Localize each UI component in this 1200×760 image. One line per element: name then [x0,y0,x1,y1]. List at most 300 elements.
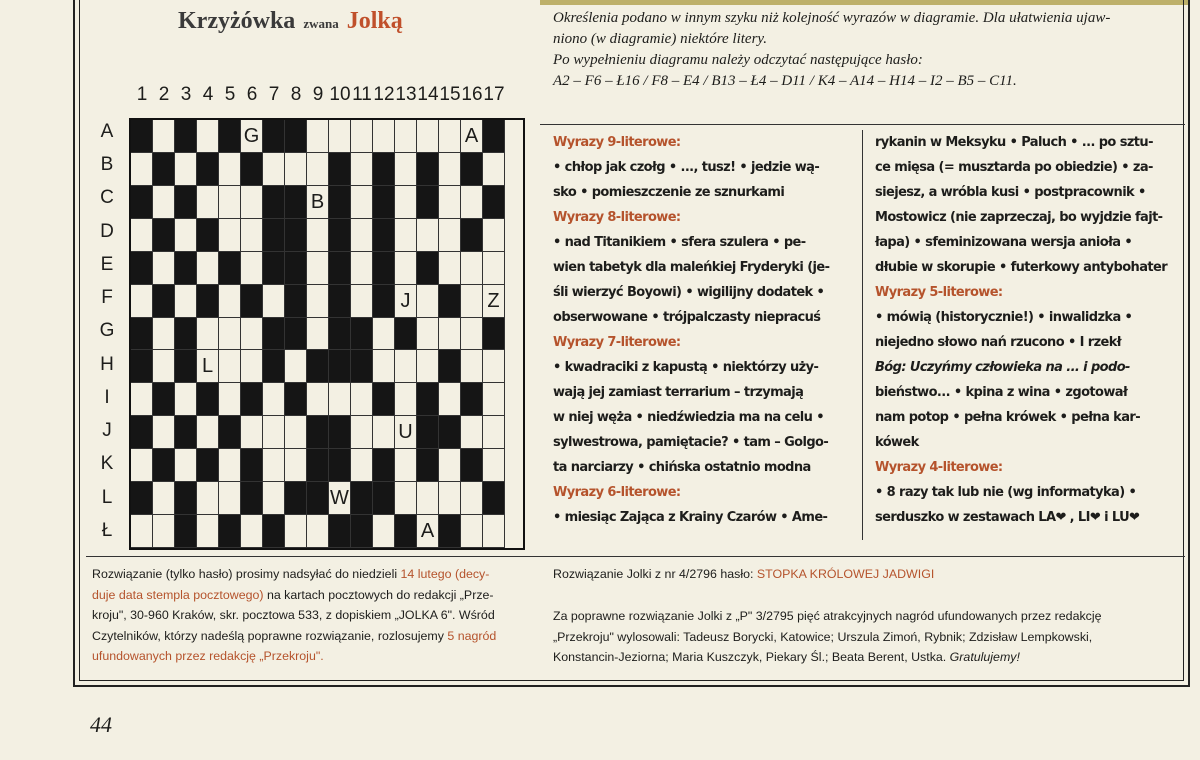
clue-line: • chłop jak czołg • ..., tusz! • jedzie wą- [553,160,820,175]
grid-cell-black [373,482,395,515]
grid-cell-black [263,219,285,252]
title-accent: Jolką [346,8,403,34]
grid-cell[interactable] [461,285,483,318]
grid-cell[interactable] [241,515,263,548]
grid-cell-black [153,153,175,186]
grid-cell-black [197,153,219,186]
winners-list [553,606,1183,668]
grid-cell[interactable] [285,515,307,548]
clue-line: • mówią (historycznie!) • inwalidzka • [875,310,1133,325]
grid-cell-black [285,252,307,285]
grid-cell[interactable]: A [461,120,483,153]
grid-cell[interactable] [153,416,175,449]
grid-cell[interactable] [197,482,219,515]
grid-cell-black [241,153,263,186]
clue-line: sko • pomieszczenie ze sznurkami [553,185,785,200]
grid-cell[interactable] [241,252,263,285]
deadline: 14 lutego (decy- [400,567,490,581]
grid-cell[interactable] [175,449,197,482]
grid-cell-black [329,318,351,351]
column-number: 15 [439,84,461,105]
row-label: D [100,220,114,242]
grid-cell-black [175,350,197,383]
grid-cell-black [131,186,153,219]
grid-cell[interactable] [307,515,329,548]
grid-cell-black [483,482,505,515]
grid-cell[interactable] [153,186,175,219]
grid-cell-black [175,416,197,449]
grid-cell[interactable] [307,153,329,186]
grid-cell[interactable] [351,186,373,219]
grid-cell[interactable] [439,482,461,515]
clue-line: ta narciarzy • chińska ostatnio modna [553,460,811,475]
grid-cell-black [351,482,373,515]
grid-cell[interactable]: J [395,285,417,318]
grid-cell[interactable] [263,482,285,515]
clue-heading: Wyrazy 4-literowe: [875,460,1003,475]
grid-cell[interactable] [175,285,197,318]
grid-cell-black [373,219,395,252]
grid-cell[interactable] [329,120,351,153]
grid-cell-black [263,252,285,285]
grid-cell[interactable] [263,449,285,482]
grid-cell[interactable] [175,219,197,252]
grid-cell-black [329,515,351,548]
grid-cell[interactable] [351,449,373,482]
grid-cell[interactable]: L [197,350,219,383]
row-label: J [102,420,112,442]
grid-cell-black [395,318,417,351]
grid-cell-black [351,515,373,548]
crossword-title [178,8,403,35]
grid-cell[interactable] [461,515,483,548]
divider-columns [862,130,863,540]
grid-cell[interactable]: U [395,416,417,449]
answer-label: Rozwiązanie Jolki z nr 4/2796 hasło: [553,567,757,581]
grid-cell[interactable] [395,449,417,482]
grid-cell[interactable] [395,120,417,153]
grid-cell[interactable] [461,350,483,383]
grid-cell[interactable] [153,120,175,153]
grid-cell[interactable]: W [329,482,351,515]
title-main: Krzyżówka [178,8,296,34]
grid-cell-black [461,219,483,252]
grid-cell[interactable] [439,318,461,351]
grid-cell[interactable] [131,383,153,416]
page-number: 44 [90,712,112,737]
grid-cell[interactable] [417,482,439,515]
column-number: 6 [246,84,258,105]
grid-cell[interactable] [439,383,461,416]
column-number: 9 [312,84,324,105]
grid-cell-black [417,186,439,219]
grid-cell[interactable]: A [417,515,439,548]
grid-cell[interactable] [175,383,197,416]
grid-cell[interactable] [307,252,329,285]
previous-solution [553,564,1183,585]
grid-cell[interactable] [483,350,505,383]
grid-cell-black [131,318,153,351]
grid-cell-black [153,449,175,482]
grid-cell[interactable] [197,416,219,449]
grid-cell[interactable] [373,120,395,153]
grid-cell[interactable] [197,252,219,285]
winners-line: Za poprawne rozwiązanie Jolki z „P" 3/2795 pięć atrakcyjnych nagród ufundowanych przez redakcję [553,609,1102,623]
grid-cell[interactable] [285,416,307,449]
column-number: 12 [373,84,395,105]
winners-line: „Przekroju" wylosowali: Tadeusz Borycki, Katowice; Urszula Zimoń, Rybnik; Zdzisław Lempkowski, [553,629,1093,644]
clue-line: serduszko w zestawach LA❤ , LI❤ i LU❤ [875,510,1140,525]
clue-line: rykanin w Meksyku • Paluch • ... po sztu- [875,135,1153,150]
clues-column-1 [553,130,853,530]
grid-cell[interactable] [461,416,483,449]
grid-cell-black [197,449,219,482]
grid-cell[interactable] [483,219,505,252]
clue-line: sylwestrowa, pamiętacie? • tam – Golgo- [553,435,829,450]
grid-cell[interactable] [373,350,395,383]
grid-cell[interactable]: B [307,186,329,219]
grid-cell[interactable] [461,186,483,219]
grid-cell-black [285,383,307,416]
clue-line: • miesiąc Zająca z Krainy Czarów • Ame- [553,510,828,525]
grid-cell[interactable] [241,416,263,449]
grid-cell-black [197,285,219,318]
grid-cell-black [329,219,351,252]
submission-text: Rozwiązanie (tylko hasło) prosimy nadsyłać do niedzieli [92,567,401,581]
grid-cell-black [461,153,483,186]
deadline-note: duje data stempla pocztowego) [92,587,264,602]
grid-cell-black [373,153,395,186]
grid-cell-black [263,515,285,548]
grid-cell[interactable] [395,482,417,515]
grid-cell[interactable] [153,515,175,548]
grid-cell-black [373,252,395,285]
grid-cell[interactable] [285,350,307,383]
column-number: 11 [352,84,372,105]
grid-cell-black [461,383,483,416]
grid-cell[interactable] [219,285,241,318]
grid-cell-black [241,449,263,482]
grid-cell[interactable] [329,383,351,416]
instructions-line: Określenia podano w innym szyku niż kolejność wyrazów w diagramie. Dla ułatwienia ujaw- [553,10,1111,26]
grid-cell[interactable] [483,252,505,285]
clue-line: dłubie w skorupie • futerkowy antybohater [875,260,1168,275]
clue-line: w niej węża • niedźwiedzia ma na celu • [553,410,824,425]
clue-line: Mostowicz (nie zaprzeczaj, bo wyjdzie fajt- [875,210,1163,225]
grid-cell-black [175,482,197,515]
grid-cell[interactable] [285,449,307,482]
grid-cell[interactable] [219,186,241,219]
grid-cell-black [329,350,351,383]
clue-heading: Wyrazy 5-literowe: [875,285,1003,300]
grid-cell-black [285,285,307,318]
clue-heading: Wyrazy 7-literowe: [553,335,681,350]
column-number: 1 [136,84,148,105]
instructions-line: Po wypełnieniu diagramu należy odczytać następujące hasło: [553,52,923,68]
grid-cell-black [307,350,329,383]
grid-cell-black [285,186,307,219]
grid-cell[interactable] [219,449,241,482]
column-number: 17 [483,84,505,105]
grid-cell[interactable] [175,153,197,186]
clue-line: wają jej zamiast terrarium – trzymają [553,385,804,400]
prize-count: 5 nagród [447,628,497,643]
grid-cell[interactable] [153,252,175,285]
grid-cell[interactable] [351,153,373,186]
grid-cell[interactable] [153,482,175,515]
grid-cell-black [483,318,505,351]
row-label: C [100,187,114,209]
divider-top [540,124,1185,125]
grid-cell[interactable] [351,120,373,153]
grid-cell-black [307,449,329,482]
grid-cell[interactable] [307,219,329,252]
grid-cell[interactable] [483,153,505,186]
grid-cell[interactable] [241,318,263,351]
row-label: F [101,287,113,309]
row-label: G [99,320,115,342]
grid-cell-black [439,350,461,383]
column-number: 10 [329,84,351,105]
grid-cell-black [285,482,307,515]
row-label: B [100,154,114,176]
grid-cell-black [241,383,263,416]
grid-cell-black [197,219,219,252]
grid-cell[interactable] [417,350,439,383]
grid-cell[interactable] [131,285,153,318]
grid-cell-black [219,252,241,285]
grid-cell-black [131,252,153,285]
grid-cell[interactable] [439,449,461,482]
clues-column-2 [875,130,1180,530]
grid-cell-black [131,482,153,515]
grid-cell-black [395,515,417,548]
grid-cell-black [241,482,263,515]
clue-heading: Wyrazy 8-literowe: [553,210,681,225]
grid-cell[interactable] [197,186,219,219]
divider-bottom [86,556,1185,557]
grid-cell-black [373,449,395,482]
grid-cell-black [175,120,197,153]
instructions [553,8,1183,92]
grid-cell[interactable] [417,318,439,351]
grid-cell[interactable] [439,153,461,186]
grid-cell[interactable] [263,383,285,416]
title-small: zwana [303,16,339,31]
grid-cell[interactable] [461,252,483,285]
clue-line: • kwadraciki z kapustą • niektórzy uży- [553,360,819,375]
clue-line: • nad Titanikiem • sfera szulera • pe- [553,235,806,250]
grid-cell[interactable] [395,153,417,186]
grid-cell-black [131,120,153,153]
grid-cell[interactable] [131,153,153,186]
grid-cell[interactable] [131,449,153,482]
row-label: H [100,353,114,375]
grid-cell[interactable] [395,383,417,416]
password-formula: A2 – F6 – Ł16 / F8 – E4 / B13 – Ł4 – D11 / K4 – A14 – H14 – I2 – B5 – C11. [553,73,1017,89]
grid-cell-black [175,318,197,351]
grid-cell[interactable] [483,383,505,416]
column-number: 2 [158,84,170,105]
grid-cell[interactable] [461,482,483,515]
grid-cell[interactable] [417,120,439,153]
grid-cell-black [461,449,483,482]
column-number: 13 [395,84,417,105]
grid-cell[interactable] [351,219,373,252]
grid-cell-black [241,285,263,318]
grid-cell[interactable] [373,416,395,449]
grid-cell[interactable] [483,515,505,548]
grid-cell-black [417,153,439,186]
grid-cell[interactable] [417,285,439,318]
grid-cell[interactable] [197,318,219,351]
grid-cell[interactable] [219,318,241,351]
grid-cell[interactable] [351,416,373,449]
grid-cell-black [153,383,175,416]
grid-cell[interactable] [285,153,307,186]
clue-line: wien tabetyk dla maleńkiej Fryderyki (je- [553,260,830,275]
grid-cell[interactable] [219,383,241,416]
grid-cell-black [219,120,241,153]
column-number: 14 [417,84,439,105]
grid-cell[interactable] [263,416,285,449]
row-label: K [100,453,114,475]
grid-cell-black [131,350,153,383]
clue-line: łapa) • sfeminizowana wersja anioła • [875,235,1133,250]
grid-cell[interactable] [395,350,417,383]
grid-cell-black [417,383,439,416]
grid-cell-black [153,219,175,252]
grid-cell-black [307,482,329,515]
grid-cell-black [373,186,395,219]
clue-line: ce mięsa (= musztarda po obiedzie) • za- [875,160,1153,175]
grid-cell-black [417,416,439,449]
grid-cell[interactable] [439,219,461,252]
grid-cell-black [329,449,351,482]
grid-cell-black [263,120,285,153]
clue-heading: Wyrazy 9-literowe: [553,135,681,150]
previous-answer: STOPKA KRÓLOWEJ JADWIGI [756,567,935,581]
grid-cell-black [351,318,373,351]
grid-cell[interactable] [351,383,373,416]
grid-cell-black [307,416,329,449]
submission-address: kroju", 30-960 Kraków, skr. pocztowa 533, z dopiskiem „JOLKA 6". Wśród [92,608,495,622]
clue-line: śli wierzyć Boyowi) • wigilijny dodatek • [553,285,825,300]
grid-cell[interactable] [197,515,219,548]
grid-cell[interactable] [395,186,417,219]
grid-cell-black [329,416,351,449]
grid-cell-black [417,449,439,482]
row-label: E [100,253,114,275]
submission-info [92,564,532,667]
grid-cell[interactable] [307,120,329,153]
grid-cell-black [263,350,285,383]
grid-cell-black [131,416,153,449]
grid-cell-black [285,219,307,252]
clue-line: obserwowane • trójpalczasty niepracuś [553,310,821,325]
grid-cell-black [219,515,241,548]
prize-sponsor: ufundowanych przez redakcję „Przekroju". [92,649,324,663]
column-number: 5 [224,84,236,105]
grid-cell[interactable] [219,219,241,252]
grid-cell[interactable] [241,219,263,252]
grid-cell[interactable] [307,285,329,318]
grid-cell[interactable] [351,285,373,318]
grid-cell-black [439,285,461,318]
grid-cell-black [329,153,351,186]
grid-cell[interactable] [307,318,329,351]
grid-cell[interactable] [219,153,241,186]
instructions-line: niono (w diagramie) niektóre litery. [553,31,767,47]
submission-text: Czytelników, którzy nadeślą poprawne rozwiązanie, rozlosujemy [92,628,448,643]
grid-cell[interactable] [395,252,417,285]
column-number: 7 [268,84,280,105]
grid-cell[interactable] [219,350,241,383]
submission-text: na kartach pocztowych do redakcji „Prze- [263,587,494,602]
row-label: L [101,486,113,508]
grid-cell-black [285,318,307,351]
grid-cell-black [417,252,439,285]
grid-cell-black [263,186,285,219]
clue-line: siejesz, a wróbla kusi • postpracownik • [875,185,1146,200]
grid-cell[interactable] [461,318,483,351]
clue-heading: Wyrazy 6-literowe: [553,485,681,500]
grid-cell[interactable] [263,285,285,318]
grid-cell[interactable]: Z [483,285,505,318]
column-number: 4 [202,84,214,105]
grid-cell[interactable] [197,120,219,153]
grid-cell[interactable] [439,186,461,219]
grid-cell[interactable] [439,120,461,153]
grid-cell-black [263,318,285,351]
grid-cell-black [219,416,241,449]
grid-cell[interactable] [373,515,395,548]
grid-cell-black [351,350,373,383]
grid-cell-black [175,515,197,548]
grid-cell-black [329,285,351,318]
row-label: I [104,386,110,408]
grid-cell[interactable] [241,350,263,383]
grid-cell[interactable] [351,252,373,285]
grid-cell-black [329,252,351,285]
grid-cell[interactable] [219,482,241,515]
grid-cell[interactable] [263,153,285,186]
column-number: 8 [290,84,302,105]
grid-cell[interactable] [483,416,505,449]
grid-cell-black [439,416,461,449]
clue-line: kówek [875,435,919,450]
grid-cell[interactable] [439,252,461,285]
grid-cell[interactable] [483,449,505,482]
grid-cell[interactable] [241,186,263,219]
grid-cell[interactable] [417,219,439,252]
column-number: 16 [461,84,483,105]
grid-cell-black [439,515,461,548]
grid-cell[interactable] [131,515,153,548]
grid-cell-black [285,120,307,153]
grid-cell[interactable] [153,350,175,383]
grid-cell[interactable] [131,219,153,252]
congrats: Gratulujemy! [949,650,1020,664]
grid-cell[interactable] [307,383,329,416]
grid-cell-black [175,252,197,285]
grid-cell[interactable] [395,219,417,252]
grid-cell[interactable] [373,318,395,351]
crossword-grid [129,118,525,550]
grid-cell-black [483,120,505,153]
grid-cell[interactable] [153,318,175,351]
grid-cell[interactable]: G [241,120,263,153]
